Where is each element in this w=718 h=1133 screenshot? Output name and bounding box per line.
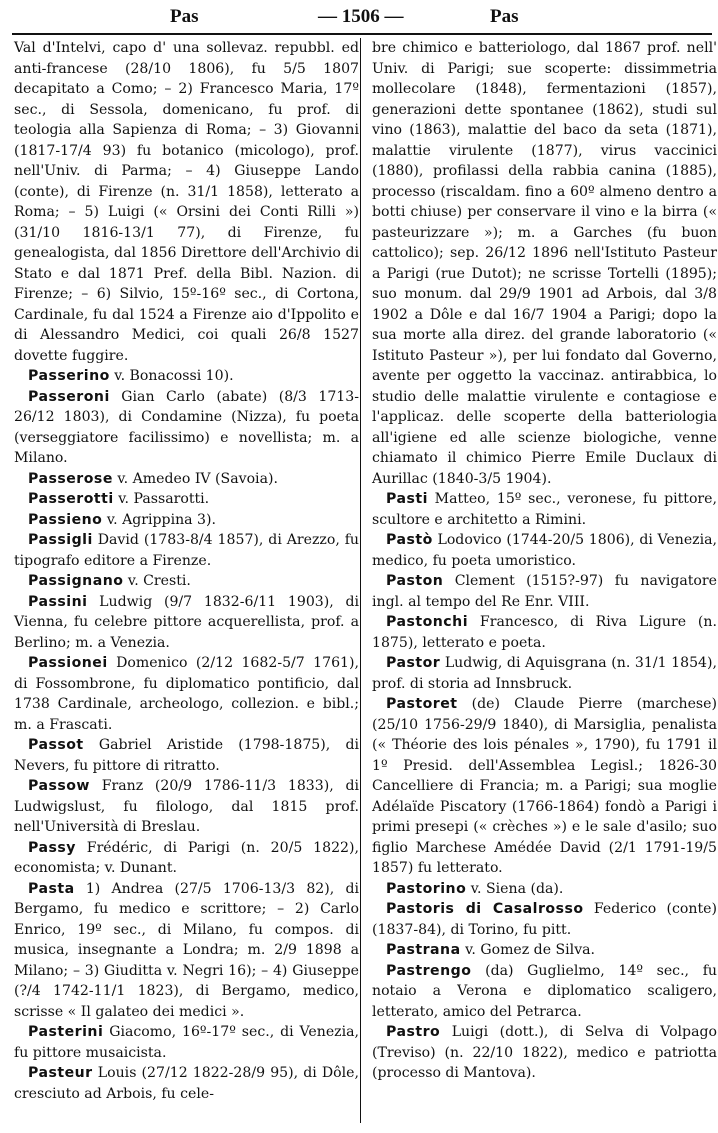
page-number: — 1506 — bbox=[318, 6, 404, 27]
dictionary-entry bbox=[14, 387, 359, 469]
dictionary-entry bbox=[372, 940, 717, 961]
entry-headword: Pastor bbox=[386, 655, 441, 671]
dictionary-entry bbox=[14, 1022, 359, 1063]
header-left-guide-word: Pas bbox=[170, 6, 199, 27]
entry-headword: Passignano bbox=[28, 573, 124, 589]
dictionary-entry bbox=[14, 879, 359, 1023]
dictionary-entry bbox=[14, 530, 359, 571]
entry-text: Gian Carlo (abate) (8/3 1713-26/12 1803), di Condamine (Nizza), fu poeta (verseggiatore facilissimo) e novellista; m. a Milano. bbox=[14, 388, 359, 466]
entry-text: Lodovico (1744-20/5 1806), di Venezia, medico, fu poeta umoristico. bbox=[372, 532, 717, 569]
entry-text: Val d'Intelvi, capo d' una sollevaz. repubbl. ed anti-francese (28/10 1806), fu 5/5 1807 decapitato a Como; – 2) Francesco Maria, 17º sec., di Sessola, domenicano, fu prof. di teologia alla Sapienza di Roma; – 3) Giovanni (1817-17/4 93) fu botanico (micologo), prof. nell'Univ. di Parma; – 4) Giuseppe Lando (conte), di Firenze (n. 31/1 1858), letterato a Roma; – 5) Luigi (« Orsini dei Conti Rilli ») (31/10 1816-13/1 77), di Firenze, fu genealogista, dal 1856 Direttore dell'Archivio di Stato e dal 1871 Pref. della Bibl. Nazion. di Firenze; – 6) Silvio, 15º-16º sec., di Cortona, Cardinale, fu dal 1524 a Firenze aio d'Ippolito e di Alessandro Medici, coi quali 26/8 1527 dovette fuggire. bbox=[14, 40, 359, 364]
entry-text: Domenico (2/12 1682-5/7 1761), di Fossombrone, fu diplomatico pontificio, dal 1738 Cardinale, archeologo, collezion. e bibl.; m. a Frascati. bbox=[14, 655, 359, 733]
entry-text: 1) Andrea (27/5 1706-13/3 82), di Bergamo, fu medico e scrittore; – 2) Carlo Enrico, 19º sec., di Milano, fu compos. di musica, insegnante a Londra; m. 2/9 1898 a Milano; – 3) Giuditta v. Negri 16); – 4) Giuseppe (?/4 1742-11/1 1823), di Bergamo, medico, scrisse « Il galateo dei medici ». bbox=[14, 880, 359, 1020]
entry-headword: Pastrengo bbox=[386, 962, 472, 979]
entry-text: Ludwig (9/7 1832-6/11 1903), di Vienna, fu celebre pittore acquerellista, prof. a Berlino; m. a Venezia. bbox=[14, 593, 359, 651]
entry-text: v. Passarotti. bbox=[113, 491, 210, 507]
entry-text: Gabriel Aristide (1798-1875), di Nevers, fu pittore di ritratto. bbox=[14, 737, 359, 774]
entry-text: Clement (1515?-97) fu navigatore ingl. al tempo del Re Enr. VIII. bbox=[372, 573, 717, 610]
entry-headword: Passy bbox=[28, 839, 76, 856]
dictionary-entry bbox=[14, 469, 359, 490]
entry-headword: Paston bbox=[386, 573, 444, 589]
dictionary-entry bbox=[372, 961, 717, 1023]
dictionary-entry bbox=[372, 653, 717, 694]
dictionary-entry bbox=[372, 899, 717, 940]
dictionary-entry bbox=[14, 489, 359, 510]
dictionary-entry bbox=[14, 571, 359, 592]
entry-headword: Passigli bbox=[28, 532, 93, 548]
dictionary-entry bbox=[372, 1022, 717, 1084]
entry-headword: Pastoret bbox=[386, 696, 458, 712]
entry-headword: Passionei bbox=[28, 655, 108, 671]
entry-headword: Passerotti bbox=[28, 491, 114, 507]
dictionary-entry bbox=[14, 776, 359, 838]
dictionary-entry bbox=[372, 489, 717, 530]
dictionary-entry bbox=[14, 38, 359, 366]
entry-text: Franz (20/9 1786-11/3 1833), di Ludwigslust, fu filologo, dal 1815 prof. nell'Università di Breslau. bbox=[14, 778, 359, 835]
entry-text: Frédéric, di Parigi (n. 20/5 1822), economista; v. Dunant. bbox=[14, 839, 359, 876]
entry-text: Francesco, di Riva Ligure (n. 1875), letterato e poeta. bbox=[372, 614, 717, 651]
column-divider bbox=[360, 38, 361, 1123]
dictionary-entry bbox=[14, 1063, 359, 1104]
entry-text: Federico (conte) (1837-84), di Torino, fu pitt. bbox=[372, 901, 717, 938]
dictionary-entry bbox=[372, 571, 717, 612]
entry-text: bre chimico e batteriologo, dal 1867 prof. nell' Univ. di Parigi; sue scoperte: dissimmetria mollecolare (1848), fermentazioni (1857), generazioni dette spontanee (1862), studi sul vino (1863), malattie del baco da seta (1871), malattie virulente (1877), virus vaccinici (1880), profilassi della rabbia canina (1885), processo (riscaldam. fino a 60º almeno dentro a botti chiuse) per conservare il vino e la birra (« pasteurizzare »); m. a Garches (fu buon cattolico); sep. 26/12 1896 nell'Istituto Pasteur a Parigi (rue Dutot); ne scrisse Tortelli (1895); suo monum. dal 29/9 1901 ad Arbois, dal 3/8 1902 a Dôle e dal 16/7 1904 a Parigi; dopo la sua morte alla direz. del grande laboratorio (« Istituto Pasteur »), per lui fondato dal Governo, avente per oggetto la vaccinaz. antirabbica, lo studio delle malattie virulente e contagiose e l'applicaz. delle scoperte della batteriologia all'igiene ed alle scienze biologiche, venne chiamato il chimico Pierre Emile Duclaux di Aurillac (1840-3/5 1904). bbox=[372, 40, 717, 487]
entry-headword: Pasterini bbox=[28, 1024, 104, 1040]
entry-headword: Pasteur bbox=[28, 1065, 93, 1081]
entry-headword: Passieno bbox=[28, 511, 103, 528]
entry-text: David (1783-8/4 1857), di Arezzo, fu tipografo editore a Firenze. bbox=[14, 532, 359, 569]
dictionary-entry bbox=[372, 694, 717, 879]
dictionary-entry bbox=[14, 366, 359, 387]
entry-headword: Passini bbox=[28, 593, 88, 610]
right-column bbox=[372, 38, 717, 1084]
dictionary-entry bbox=[14, 653, 359, 735]
entry-headword: Pastrana bbox=[386, 942, 461, 958]
entry-text: Luigi (dott.), di Selva di Volpago (Treviso) (n. 22/10 1822), medico e patriotta (processo di Mantova). bbox=[372, 1024, 717, 1081]
entry-headword: Pastò bbox=[386, 532, 433, 548]
entry-headword: Passerino bbox=[28, 368, 110, 384]
header-right-guide-word: Pas bbox=[490, 6, 519, 27]
page-header bbox=[0, 0, 718, 32]
entry-headword: Passeroni bbox=[28, 388, 110, 405]
entry-headword: Pastorino bbox=[386, 880, 467, 897]
entry-text: v. Cresti. bbox=[123, 573, 191, 589]
entry-text: v. Bonacossi 10). bbox=[109, 368, 234, 384]
entry-headword: Pasti bbox=[386, 491, 428, 507]
entry-headword: Pastro bbox=[386, 1024, 441, 1040]
left-column bbox=[14, 38, 359, 1104]
entry-headword: Passot bbox=[28, 737, 84, 753]
entry-text: Giacomo, 16º-17º sec., di Venezia, fu pittore musaicista. bbox=[14, 1024, 359, 1061]
dictionary-entry bbox=[14, 592, 359, 654]
dictionary-entry bbox=[372, 879, 717, 900]
entry-text: v. Agrippina 3). bbox=[102, 511, 216, 528]
dictionary-entry bbox=[372, 612, 717, 653]
entry-text: (de) Claude Pierre (marchese) (25/10 1756-29/9 1840), di Marsiglia, penalista (« Théorie des lois pénales », 1790), fu 1791 il 1º Presid. dell'Assemblea Legisl.; 1826-30 Cancelliere di Francia; m. a Parigi; sua moglie Adélaïde Piscatory (1766-1864) fondò a Parigi i primi presepi (« crèches ») e le sale d'asilo; suo figlio Marchese Amédée David (2/1 1791-19/5 1857) fu letterato. bbox=[372, 696, 717, 876]
entry-headword: Pastonchi bbox=[386, 614, 469, 630]
entry-headword: Passow bbox=[28, 778, 90, 794]
entry-headword: Passerose bbox=[28, 470, 113, 487]
dictionary-entry bbox=[14, 510, 359, 531]
entry-headword: Pastoris di Casalrosso bbox=[386, 901, 584, 917]
entry-text: v. Gomez de Silva. bbox=[460, 942, 596, 958]
entry-text: Louis (27/12 1822-28/9 95), di Dôle, cresciuto ad Arbois, fu cele- bbox=[14, 1065, 359, 1102]
entry-text: (da) Guglielmo, 14º sec., fu notaio a Verona e diplomatico scaligero, letterato, amico del Petrarca. bbox=[372, 962, 717, 1020]
dictionary-entry bbox=[14, 735, 359, 776]
entry-text: v. Siena (da). bbox=[466, 880, 564, 897]
entry-text: v. Amedeo IV (Savoia). bbox=[112, 470, 278, 487]
dictionary-entry bbox=[372, 530, 717, 571]
dictionary-entry bbox=[14, 838, 359, 879]
entry-text: Matteo, 15º sec., veronese, fu pittore, scultore e architetto a Rimini. bbox=[372, 491, 717, 528]
entry-headword: Pasta bbox=[28, 880, 75, 897]
entry-text: Ludwig, di Aquisgrana (n. 31/1 1854), prof. di storia ad Innsbruck. bbox=[372, 655, 717, 692]
dictionary-entry bbox=[372, 38, 717, 489]
header-rule bbox=[12, 33, 712, 35]
